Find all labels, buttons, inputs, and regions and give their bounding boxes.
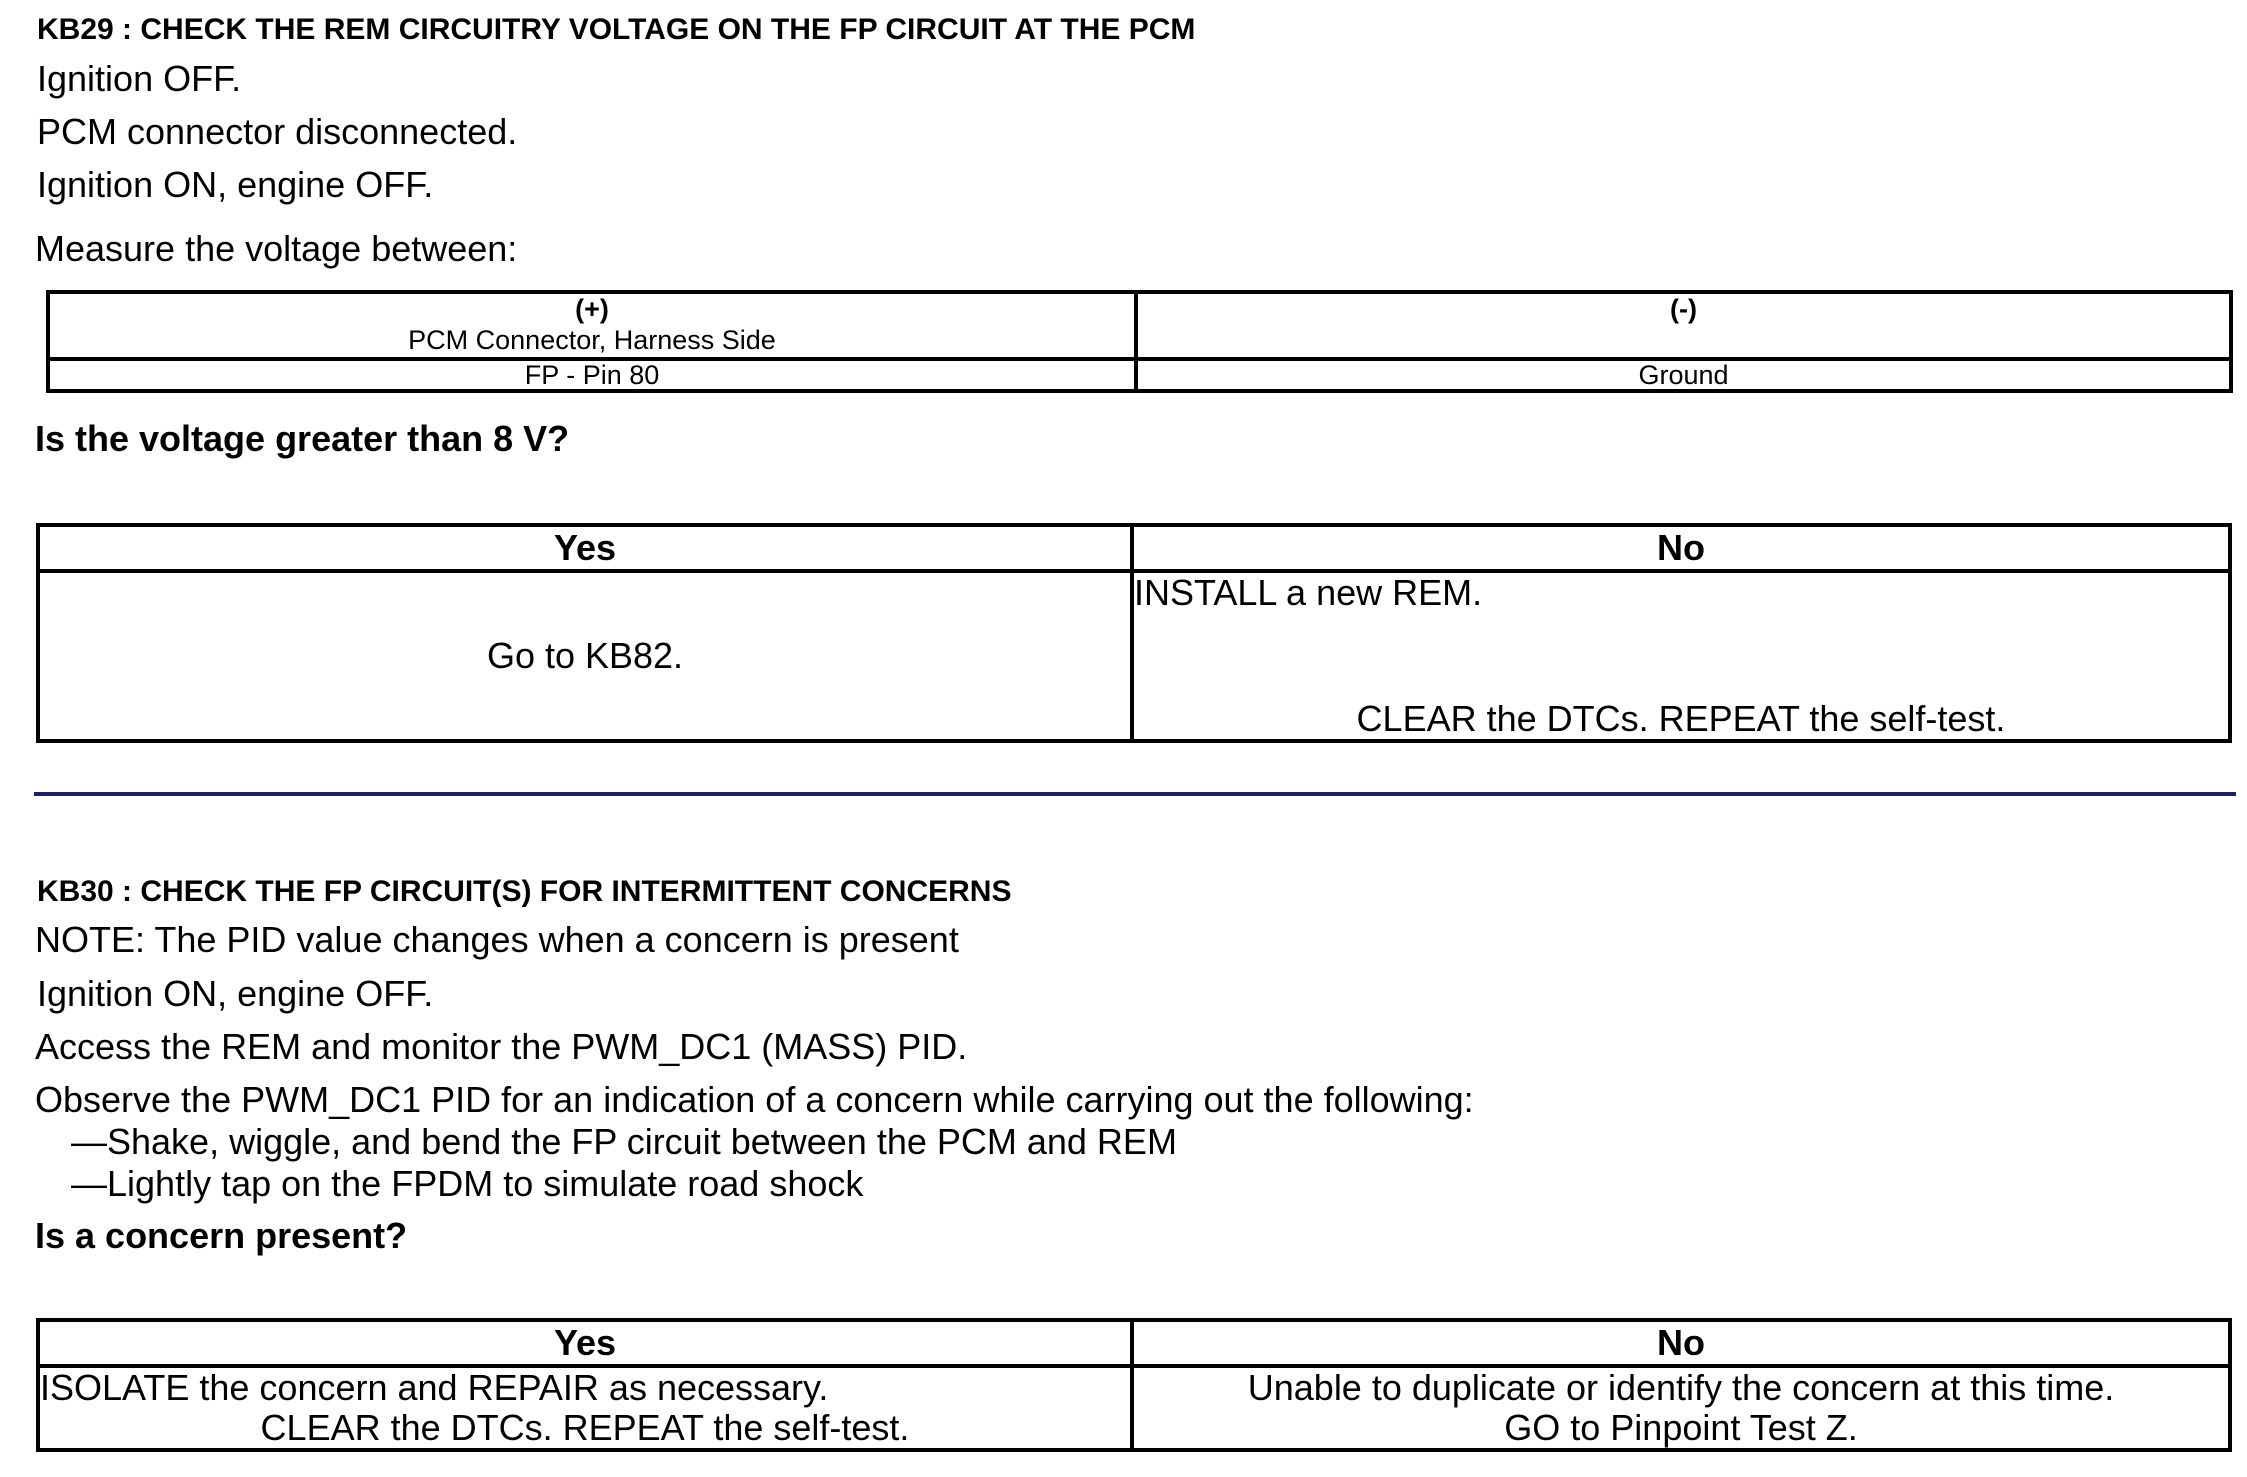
kb30-step-2: Access the REM and monitor the PWM_DC1 (MASS) PID. [35, 1026, 968, 1067]
negative-header: (-) [1670, 294, 1697, 324]
no-line-2: CLEAR the DTCs. REPEAT the self-test. [1356, 698, 2006, 739]
section-divider [34, 792, 2236, 796]
measure-header-row [48, 292, 2231, 359]
measure-positive-header-cell [48, 292, 1136, 359]
no-line-2: GO to Pinpoint Test Z. [1504, 1407, 1858, 1448]
kb29-measure-label: Measure the voltage between: [35, 228, 518, 269]
kb29-measure-table [46, 290, 2233, 393]
no-header: No [1132, 1320, 2230, 1366]
kb30-note: NOTE: The PID value changes when a concern is present [35, 919, 959, 960]
result-body-row [38, 1366, 2230, 1450]
yes-line-2: CLEAR the DTCs. REPEAT the self-test. [260, 1407, 910, 1448]
measure-value-row [48, 359, 2231, 391]
result-header-row [38, 525, 2230, 571]
no-line-1: Unable to duplicate or identify the concern at this time. [1247, 1367, 2115, 1408]
kb29-step-3: Ignition ON, engine OFF. [37, 164, 434, 205]
positive-value: FP - Pin 80 [48, 359, 1136, 391]
kb29-question: Is the voltage greater than 8 V? [35, 418, 570, 459]
result-header-row [38, 1320, 2230, 1366]
kb29-result-table [36, 523, 2232, 743]
positive-subheader: PCM Connector, Harness Side [408, 325, 776, 355]
result-body-row [38, 571, 2230, 741]
yes-line-1: ISOLATE the concern and REPAIR as necessary. [40, 1367, 829, 1408]
kb30-question: Is a concern present? [35, 1215, 408, 1256]
kb29-step-1: Ignition OFF. [37, 58, 242, 99]
no-cell [1132, 571, 2230, 741]
kb30-result-table [36, 1318, 2232, 1452]
yes-text: Go to KB82. [486, 635, 684, 676]
yes-header: Yes [38, 1320, 1132, 1366]
kb29-title: KB29 : CHECK THE REM CIRCUITRY VOLTAGE ON THE FP CIRCUIT AT THE PCM [37, 13, 1196, 46]
positive-header: (+) [575, 294, 609, 324]
yes-header: Yes [38, 525, 1132, 571]
measure-negative-header-cell [1136, 292, 2231, 359]
kb30-step-3: Observe the PWM_DC1 PID for an indication of a concern while carrying out the following: [35, 1079, 1474, 1120]
no-cell [1132, 1366, 2230, 1450]
kb30-bullet-1: —Shake, wiggle, and bend the FP circuit between the PCM and REM [71, 1121, 1177, 1162]
no-header: No [1132, 525, 2230, 571]
yes-cell [38, 571, 1132, 741]
kb30-step-1: Ignition ON, engine OFF. [37, 973, 434, 1014]
kb30-title: KB30 : CHECK THE FP CIRCUIT(S) FOR INTERMITTENT CONCERNS [37, 875, 1012, 908]
kb30-bullet-2: —Lightly tap on the FPDM to simulate road shock [71, 1163, 864, 1204]
yes-cell [38, 1366, 1132, 1450]
no-line-1: INSTALL a new REM. [1134, 572, 1483, 613]
negative-value: Ground [1136, 359, 2231, 391]
kb29-step-2: PCM connector disconnected. [37, 111, 518, 152]
